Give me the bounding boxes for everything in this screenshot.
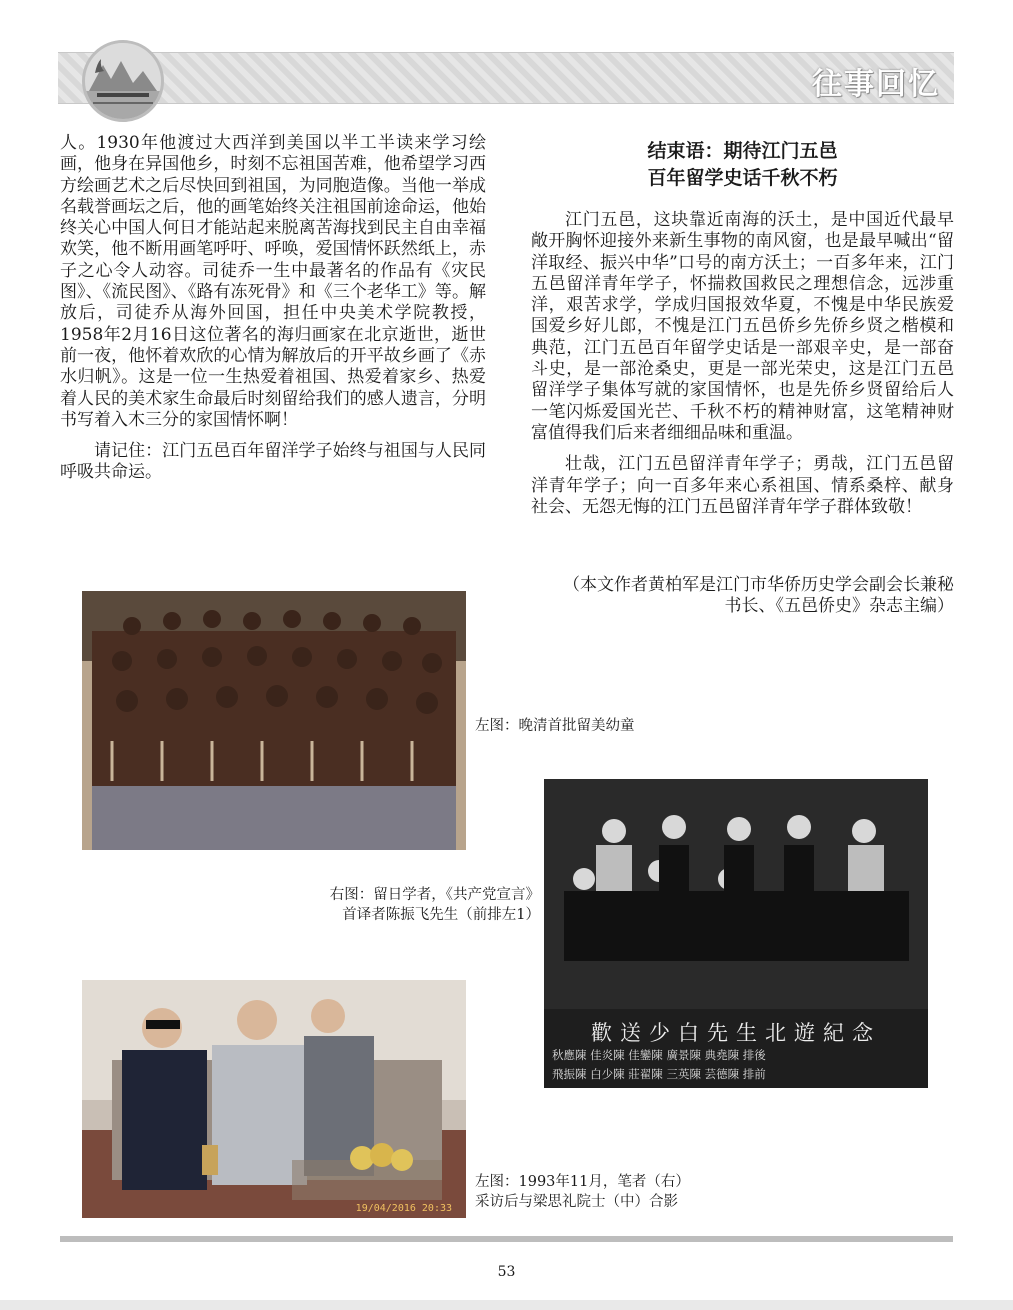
photo3-timestamp: 19/04/2016 20:33: [355, 1203, 452, 1214]
right-column-text: [531, 210, 954, 518]
photo-chen-zhenfei-group: [544, 779, 928, 1088]
landscape-medallion-icon: [82, 40, 164, 122]
photo3-caption-line-2: 采访后与梁思礼院士（中）合影: [475, 1194, 678, 1210]
logo-landscape: [85, 43, 161, 119]
photo2-front-row-names: 飛振陳 白少陳 莊翟陳 三英陳 芸德陳 排前: [552, 1067, 766, 1081]
footer-rule: [60, 1236, 953, 1242]
photo3-caption: [475, 1172, 690, 1212]
left-column-text: [60, 133, 486, 484]
right-paragraph-2: 壮哉，江门五邑留洋青年学子；勇哉，江门五邑留洋青年学子；向一百多年来心系祖国、情系桑梓、献身社会、无怨无悔的江门五邑留洋青年学子群体致敬！: [531, 454, 954, 517]
conclusion-heading: [531, 138, 954, 192]
left-paragraph-1: 人。1930年他渡过大西洋到美国以半工半读来学习绘画，他身在异国他乡，时刻不忘祖国苦难，他希望学习西方绘画艺术之后尽快回到祖国，为同胞造像。当他一举成名载誉画坛之后，他的画笔始终关注祖国前途命运，他始终关心中国人何日才能站起来脱离苦海找到民主自由幸福欢笑，他不断用画笔呼吁、呼唤，爱国情怀跃然纸上，赤子之心令人动容。司徒乔一生中最著名的作品有《灾民图》、《流民图》、《路有冻死骨》和《三个老华工》等。解放后，司徒乔从海外回国，担任中央美术学院教授，1958年2月16日这位著名的海归画家在北京逝世，逝世前一夜，他怀着欢欣的心情为解放后的开平故乡画了《赤水归帆》。这是一位一生热爱着祖国、热爱着家乡、热爱着人民的美术家生命最后时刻留给我们的感人遗言，分明书写着入木三分的家国情怀啊！: [60, 133, 486, 430]
photo1-caption: 左图：晚清首批留美幼童: [475, 718, 635, 734]
author-attribution: （本文作者黄柏军是江门市华侨历史学会副会长兼秘书长、《五邑侨史》杂志主编）: [563, 575, 954, 617]
heading-line-1: 结束语：期待江门五邑: [647, 140, 838, 162]
section-title: 往事回忆: [812, 67, 940, 102]
interview-photo-image: [82, 980, 466, 1218]
photo-qing-students: [82, 591, 466, 850]
right-paragraph-1: 江门五邑，这块靠近南海的沃土，是中国近代最早敞开胸怀迎接外来新生事物的南风窗，也是最早喊出“留洋取经、振兴中华”口号的南方沃土；一百多年来，江门五邑留洋青年学子，怀揣救国救民之理想信念，远涉重洋，艰苦求学，学成归国报效华夏，不愧是中华民族爱国爱乡好儿郎，不愧是江门五邑侨乡先侨乡贤之楷模和典范，江门五邑百年留学史话是一部艰辛史，是一部奋斗史，是一部沧桑史，更是一部光荣史，这是江门五邑留洋学子集体写就的家国情怀，也是先侨乡贤留给后人一笔闪烁爱国光芒、千秋不朽的精神财富，这笔精神财富值得我们后来者细细品味和重温。: [531, 210, 954, 443]
photo2-caption-line-2: 首译者陈振飞先生（前排左1）: [342, 907, 540, 923]
qing-students-image: [82, 591, 466, 850]
header-banner: [58, 52, 954, 104]
photo2-caption-line-1: 右图：留日学者，《共产党宣言》: [329, 887, 540, 903]
photo3-caption-line-1: 左图：1993年11月，笔者（右）: [475, 1174, 690, 1190]
bottom-band: [0, 1300, 1013, 1310]
left-paragraph-2: 请记住：江门五邑百年留洋学子始终与祖国与人民同呼吸共命运。: [60, 441, 486, 483]
page-number: 53: [497, 1264, 516, 1280]
photo-interview-1993: [82, 980, 466, 1218]
heading-line-2: 百年留学史话千秋不朽: [647, 167, 838, 189]
photo2-caption: [290, 885, 540, 925]
group-photo-image: [544, 779, 928, 1009]
photo2-back-row-names: 秋應陳 佳炎陳 佳鑾陳 廣景陳 典堯陳 排後: [552, 1048, 766, 1062]
photo2-inscription: 歡送少白先生北遊紀念: [591, 1021, 881, 1045]
